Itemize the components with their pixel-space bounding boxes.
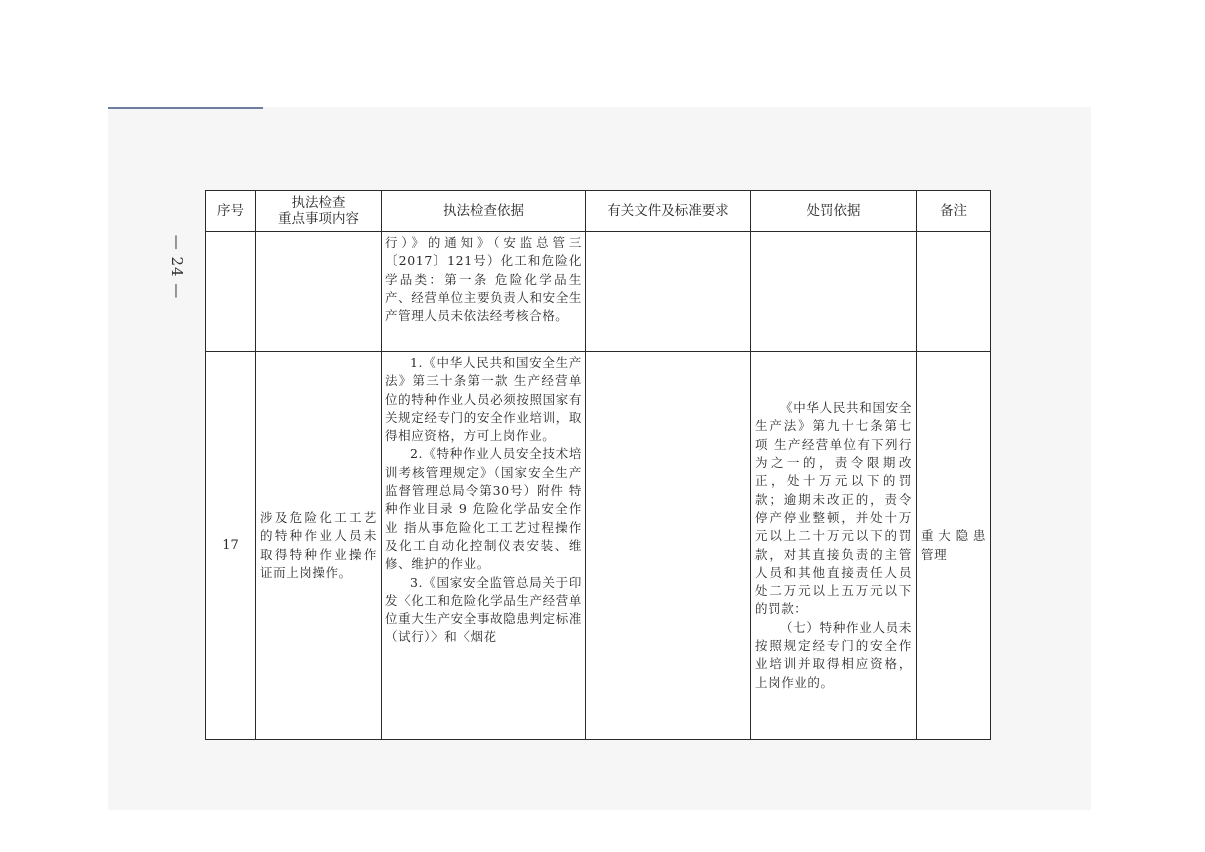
table-row [206,232,991,352]
table-header-row [206,191,991,232]
header-seq: 序号 [206,191,256,232]
page-number-text: — 24 — [168,234,186,300]
header-penalty: 处罚依据 [751,191,917,232]
header-item [256,191,382,232]
header-basis: 执法检查依据 [382,191,586,232]
cell-docs [586,352,751,740]
basis-paragraph-1: 1.《中华人民共和国安全生产法》第三十条第一款 生产经营单位的特种作业人员必须按照国家有关规定经专门的安全作业培训，取得相应资格，方可上岗作业。 [385,355,582,444]
page-number [164,232,188,302]
basis-paragraph-2: 2.《特种作业人员安全技术培训考核管理规定》（国家安全生产监督管理总局令第30号）附件 特种作业目录 9 危险化学品安全作业 指从事危险化工工艺过程操作及化工自动化控制仪表安装、维修、维护的作业。 [385,446,582,572]
cell-penalty [751,232,917,352]
penalty-paragraph-1: 《中华人民共和国安全生产法》第九十七条第七项 生产经营单位有下列行为之一的，责令限期改正，处十万元以下的罚款；逾期未改正的，责令停产停业整顿，并处十万元以上二十万元以下的罚款，对其直接负责的主管人员和其他直接责任人员处二万元以上五万元以下的罚款： [755,400,912,617]
cell-item [256,232,382,352]
header-item-line2: 重点事项内容 [278,211,359,227]
cell-note: 重大隐患管理 [917,352,991,740]
cell-basis [382,232,586,352]
header-item-line1: 执法检查 [291,195,346,211]
header-note: 备注 [917,191,991,232]
enforcement-table [205,190,991,740]
cell-basis [382,352,586,740]
top-edge-line [108,107,263,109]
cell-item: 涉及危险化工工艺的特种作业人员未取得特种作业操作证而上岗操作。 [256,352,382,740]
basis-paragraph: 行）》的通知》（安监总管三〔2017〕121号）化工和危险化学品类：第一条 危险化学品生产、经营单位主要负责人和安全生产管理人员未依法经考核合格。 [385,235,582,324]
cell-docs [586,232,751,352]
penalty-paragraph-2: （七）特种作业人员未按照规定经专门的安全作业培训并取得相应资格，上岗作业的。 [755,619,912,690]
table-row [206,352,991,740]
cell-seq [206,232,256,352]
cell-seq: 17 [206,352,256,740]
basis-paragraph-3: 3.《国家安全监管总局关于印发〈化工和危险化学品生产经营单位重大生产安全事故隐患判定标准（试行）〉和〈烟花 [385,574,582,645]
cell-penalty [751,352,917,740]
cell-note [917,232,991,352]
header-docs: 有关文件及标准要求 [586,191,751,232]
